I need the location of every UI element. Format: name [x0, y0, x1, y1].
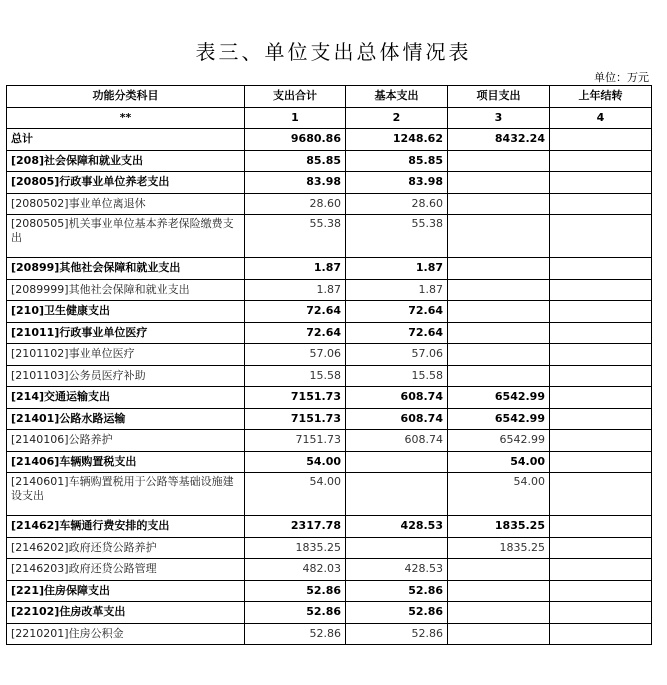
basic-cell — [346, 473, 448, 516]
basic-cell: 1248.62 — [346, 129, 448, 151]
project-cell: 8432.24 — [448, 129, 550, 151]
category-cell: [208]社会保障和就业支出 — [7, 150, 245, 172]
header-carryover: 上年结转 — [550, 86, 652, 108]
index-row — [7, 107, 652, 129]
basic-cell: 72.64 — [346, 301, 448, 323]
carryover-cell — [550, 623, 652, 645]
category-cell: [2140106]公路养护 — [7, 430, 245, 452]
basic-cell: 428.53 — [346, 559, 448, 581]
total-cell: 85.85 — [245, 150, 346, 172]
basic-cell: 28.60 — [346, 193, 448, 215]
category-cell: 总计 — [7, 129, 245, 151]
category-cell: [22102]住房改革支出 — [7, 602, 245, 624]
expenditure-table — [6, 85, 652, 645]
category-cell: [2101102]事业单位医疗 — [7, 344, 245, 366]
project-cell — [448, 559, 550, 581]
project-cell: 54.00 — [448, 451, 550, 473]
total-cell: 28.60 — [245, 193, 346, 215]
carryover-cell — [550, 172, 652, 194]
carryover-cell — [550, 322, 652, 344]
basic-cell: 57.06 — [346, 344, 448, 366]
total-cell: 1835.25 — [245, 537, 346, 559]
project-cell: 6542.99 — [448, 387, 550, 409]
basic-cell — [346, 451, 448, 473]
project-cell — [448, 623, 550, 645]
total-cell: 482.03 — [245, 559, 346, 581]
index-cell: 1 — [245, 107, 346, 129]
category-cell: [21462]车辆通行费安排的支出 — [7, 516, 245, 538]
table-row — [7, 279, 652, 301]
basic-cell: 1.87 — [346, 279, 448, 301]
index-cell: 4 — [550, 107, 652, 129]
project-cell — [448, 215, 550, 258]
basic-cell: 83.98 — [346, 172, 448, 194]
header-category: 功能分类科目 — [7, 86, 245, 108]
category-cell: [21011]行政事业单位医疗 — [7, 322, 245, 344]
table-row — [7, 430, 652, 452]
carryover-cell — [550, 387, 652, 409]
project-cell: 1835.25 — [448, 537, 550, 559]
table-row — [7, 408, 652, 430]
carryover-cell — [550, 193, 652, 215]
table-row — [7, 301, 652, 323]
carryover-cell — [550, 301, 652, 323]
header-total: 支出合计 — [245, 86, 346, 108]
table-row — [7, 365, 652, 387]
carryover-cell — [550, 430, 652, 452]
project-cell — [448, 172, 550, 194]
project-cell — [448, 580, 550, 602]
total-cell: 72.64 — [245, 322, 346, 344]
category-cell: [2146202]政府还贷公路养护 — [7, 537, 245, 559]
carryover-cell — [550, 537, 652, 559]
table-row — [7, 580, 652, 602]
category-cell: [2080502]事业单位离退休 — [7, 193, 245, 215]
category-cell: [210]卫生健康支出 — [7, 301, 245, 323]
category-cell: [21406]车辆购置税支出 — [7, 451, 245, 473]
carryover-cell — [550, 602, 652, 624]
project-cell — [448, 322, 550, 344]
total-cell: 2317.78 — [245, 516, 346, 538]
category-cell: [2089999]其他社会保障和就业支出 — [7, 279, 245, 301]
total-cell: 1.87 — [245, 258, 346, 280]
total-cell: 52.86 — [245, 580, 346, 602]
table-row — [7, 623, 652, 645]
basic-cell: 52.86 — [346, 602, 448, 624]
table-row — [7, 473, 652, 516]
total-cell: 55.38 — [245, 215, 346, 258]
table-row — [7, 193, 652, 215]
carryover-cell — [550, 580, 652, 602]
project-cell: 6542.99 — [448, 408, 550, 430]
basic-cell — [346, 537, 448, 559]
category-cell: [221]住房保障支出 — [7, 580, 245, 602]
total-cell: 72.64 — [245, 301, 346, 323]
project-cell — [448, 150, 550, 172]
index-cell: ** — [7, 107, 245, 129]
total-cell: 15.58 — [245, 365, 346, 387]
project-cell — [448, 193, 550, 215]
category-cell: [2210201]住房公积金 — [7, 623, 245, 645]
carryover-cell — [550, 451, 652, 473]
table-row — [7, 129, 652, 151]
category-cell: [20899]其他社会保障和就业支出 — [7, 258, 245, 280]
basic-cell: 428.53 — [346, 516, 448, 538]
carryover-cell — [550, 215, 652, 258]
project-cell: 6542.99 — [448, 430, 550, 452]
basic-cell: 52.86 — [346, 623, 448, 645]
basic-cell: 1.87 — [346, 258, 448, 280]
basic-cell: 72.64 — [346, 322, 448, 344]
table-row — [7, 602, 652, 624]
total-cell: 52.86 — [245, 602, 346, 624]
table-row — [7, 559, 652, 581]
page-title: 表三、单位支出总体情况表 — [195, 40, 472, 64]
carryover-cell — [550, 408, 652, 430]
carryover-cell — [550, 129, 652, 151]
total-cell: 83.98 — [245, 172, 346, 194]
total-cell: 52.86 — [245, 623, 346, 645]
table-row — [7, 344, 652, 366]
total-cell: 54.00 — [245, 473, 346, 516]
project-cell: 54.00 — [448, 473, 550, 516]
table-row — [7, 172, 652, 194]
header-basic: 基本支出 — [346, 86, 448, 108]
category-cell: [2080505]机关事业单位基本养老保险缴费支出 — [7, 215, 245, 258]
total-cell: 57.06 — [245, 344, 346, 366]
total-cell: 7151.73 — [245, 408, 346, 430]
category-cell: [214]交通运输支出 — [7, 387, 245, 409]
category-cell: [20805]行政事业单位养老支出 — [7, 172, 245, 194]
unit-label: 单位：万元 — [594, 71, 649, 84]
carryover-cell — [550, 344, 652, 366]
category-cell: [21401]公路水路运输 — [7, 408, 245, 430]
table-row — [7, 387, 652, 409]
basic-cell: 608.74 — [346, 430, 448, 452]
carryover-cell — [550, 150, 652, 172]
total-cell: 7151.73 — [245, 430, 346, 452]
basic-cell: 15.58 — [346, 365, 448, 387]
table-row — [7, 322, 652, 344]
category-cell: [2140601]车辆购置税用于公路等基础设施建设支出 — [7, 473, 245, 516]
category-cell: [2101103]公务员医疗补助 — [7, 365, 245, 387]
project-cell — [448, 279, 550, 301]
index-cell: 3 — [448, 107, 550, 129]
basic-cell: 55.38 — [346, 215, 448, 258]
project-cell — [448, 602, 550, 624]
basic-cell: 85.85 — [346, 150, 448, 172]
carryover-cell — [550, 516, 652, 538]
project-cell — [448, 344, 550, 366]
carryover-cell — [550, 258, 652, 280]
table-row — [7, 451, 652, 473]
total-cell: 1.87 — [245, 279, 346, 301]
total-cell: 7151.73 — [245, 387, 346, 409]
total-cell: 9680.86 — [245, 129, 346, 151]
table-row — [7, 516, 652, 538]
project-cell — [448, 365, 550, 387]
project-cell — [448, 301, 550, 323]
table-row — [7, 150, 652, 172]
table-row — [7, 258, 652, 280]
table-row — [7, 215, 652, 258]
table-body — [7, 129, 652, 645]
carryover-cell — [550, 279, 652, 301]
carryover-cell — [550, 365, 652, 387]
index-cell: 2 — [346, 107, 448, 129]
basic-cell: 608.74 — [346, 387, 448, 409]
project-cell: 1835.25 — [448, 516, 550, 538]
project-cell — [448, 258, 550, 280]
table-header-row — [7, 86, 652, 108]
table-row — [7, 537, 652, 559]
basic-cell: 52.86 — [346, 580, 448, 602]
carryover-cell — [550, 559, 652, 581]
total-cell: 54.00 — [245, 451, 346, 473]
category-cell: [2146203]政府还贷公路管理 — [7, 559, 245, 581]
header-project: 项目支出 — [448, 86, 550, 108]
basic-cell: 608.74 — [346, 408, 448, 430]
carryover-cell — [550, 473, 652, 516]
